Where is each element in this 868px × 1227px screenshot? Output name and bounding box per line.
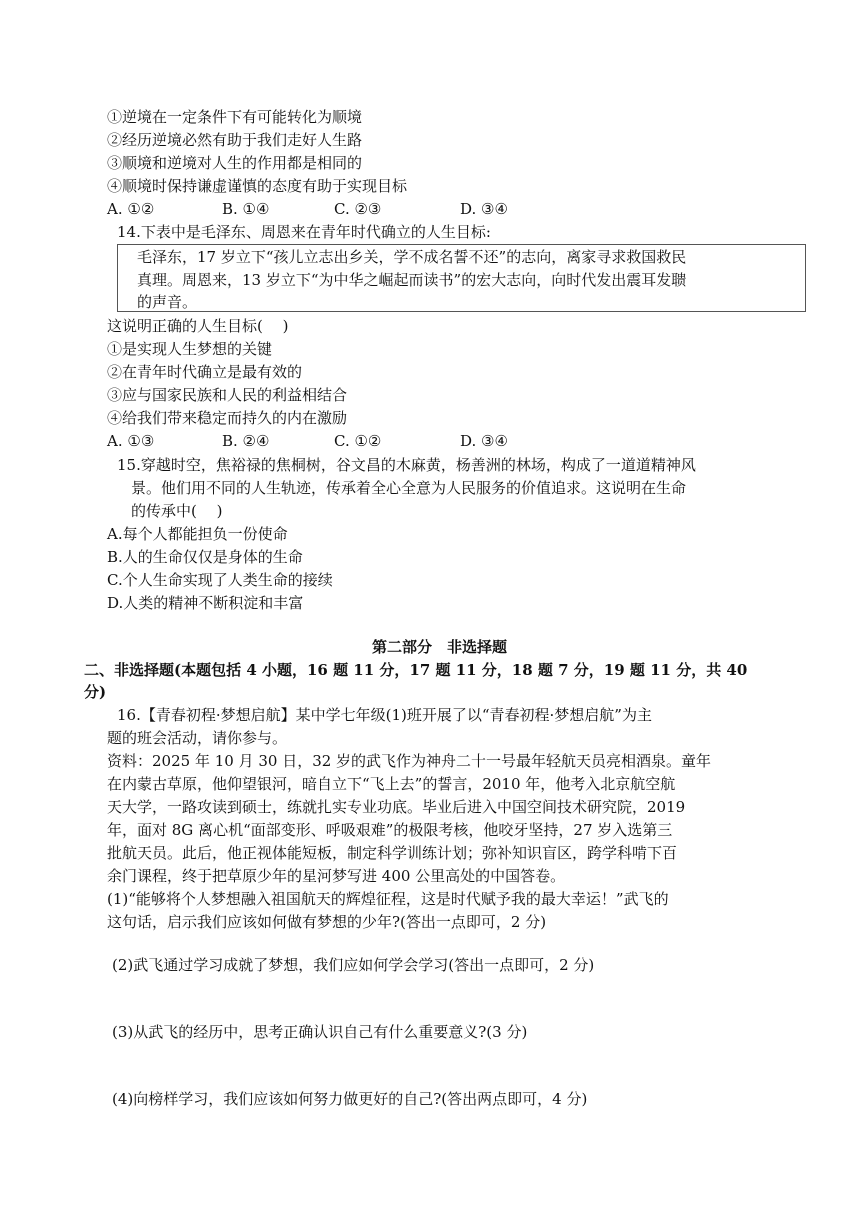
q13-statement-4: ④顺境时保持谦虚谨慎的态度有助于实现目标 (107, 177, 408, 195)
q16-material-line-4: 年，面对 8G 离心机“面部变形、呼吸艰难”的极限考核，他咬牙坚持，27 岁入选第三 (107, 821, 673, 839)
q14-statement-3: ③应与国家民族和人民的利益相结合 (107, 386, 348, 404)
q15-option-b: B.人的生命仅仅是身体的生命 (107, 548, 303, 566)
q14-option-d: D. ③④ (460, 432, 508, 450)
q15-option-a: A.每个人都能担负一份使命 (107, 525, 288, 543)
part2-title: 第二部分 非选择题 (372, 638, 508, 656)
q13-statement-2: ②经历逆境必然有助于我们走好人生路 (107, 131, 363, 149)
q14-box-line-2: 真理。周恩来，13 岁立下“为中华之崛起而读书”的宏大志向，向时代发出震耳发聩 (137, 271, 687, 289)
q13-option-b: B. ①④ (222, 200, 270, 218)
q14-option-a: A. ①③ (107, 432, 155, 450)
q14-question: 这说明正确的人生目标( ) (107, 317, 289, 335)
q15-stem-line-3: 的传承中( ) (131, 502, 223, 520)
q14-option-c: C. ①② (334, 432, 382, 450)
q14-statement-2: ②在青年时代确立是最有效的 (107, 363, 303, 381)
q15-option-c: C.个人生命实现了人类生命的接续 (107, 571, 333, 589)
q16-material-line-5: 批航天员。此后，他正视体能短板，制定科学训练计划；弥补知识盲区，跨学科啃下百 (107, 844, 678, 862)
q14-statement-1: ①是实现人生梦想的关键 (107, 340, 273, 358)
q16-sub1-line-2: 这句话，启示我们应该如何做有梦想的少年?(答出一点即可，2 分) (107, 913, 547, 931)
q16-material-line-3: 天大学，一路攻读到硕士，练就扎实专业功底。毕业后进入中国空间技术研究院，2019 (107, 798, 686, 816)
q14-box-line-1: 毛泽东，17 岁立下“孩儿立志出乡关，学不成名誓不还”的志向，离家寻求救国救民 (137, 248, 687, 266)
q15-stem-line-1: 15.穿越时空，焦裕禄的焦桐树，谷文昌的木麻黄，杨善洲的林场，构成了一道道精神风 (117, 456, 696, 474)
q16-material-line-1: 资料：2025 年 10 月 30 日，32 岁的武飞作为神舟二十一号最年轻航天员亮相酒泉。童年 (107, 752, 712, 770)
q15-stem-line-2: 景。他们用不同的人生轨迹，传承着全心全意为人民服务的价值追求。这说明在生命 (131, 479, 687, 497)
q14-statement-4: ④给我们带来稳定而持久的内在激励 (107, 409, 348, 427)
q13-option-d: D. ③④ (460, 200, 508, 218)
part2-heading-line-1: 二、非选择题(本题包括 4 小题，16 题 11 分，17 题 11 分，18 题 7 分，19 题 11 分，共 40 (84, 661, 748, 679)
q16-sub2: (2)武飞通过学习成就了梦想，我们应如何学会学习(答出一点即可，2 分) (112, 956, 595, 974)
q13-statement-1: ①逆境在一定条件下有可能转化为顺境 (107, 108, 363, 126)
q16-sub4: (4)向榜样学习，我们应该如何努力做更好的自己?(答出两点即可，4 分) (112, 1090, 588, 1108)
q16-sub3: (3)从武飞的经历中，思考正确认识自己有什么重要意义?(3 分) (112, 1023, 528, 1041)
q13-option-a: A. ①② (107, 200, 155, 218)
q16-material-line-6: 余门课程，终于把草原少年的星河梦写进 400 公里高处的中国答卷。 (107, 867, 566, 885)
q13-option-c: C. ②③ (334, 200, 382, 218)
q14-stem: 14.下表中是毛泽东、周恩来在青年时代确立的人生目标: (117, 223, 491, 241)
q13-statement-3: ③顺境和逆境对人生的作用都是相同的 (107, 154, 363, 172)
q16-intro-line-2: 题的班会活动，请你参与。 (107, 729, 288, 747)
q14-option-b: B. ②④ (222, 432, 270, 450)
q15-option-d: D.人类的精神不断积淀和丰富 (107, 594, 304, 612)
part2-heading-line-2: 分) (84, 683, 107, 701)
q16-intro-line-1: 16.【青春初程·梦想启航】某中学七年级(1)班开展了以“青春初程·梦想启航”为主 (117, 706, 652, 724)
q14-box-line-3: 的声音。 (137, 293, 198, 311)
q16-material-line-2: 在内蒙古草原，他仰望银河，暗自立下“飞上去”的誓言，2010 年，他考入北京航空航 (107, 775, 676, 793)
q16-sub1-line-1: (1)“能够将个人梦想融入祖国航天的辉煌征程，这是时代赋予我的最大幸运！”武飞的 (107, 890, 669, 908)
